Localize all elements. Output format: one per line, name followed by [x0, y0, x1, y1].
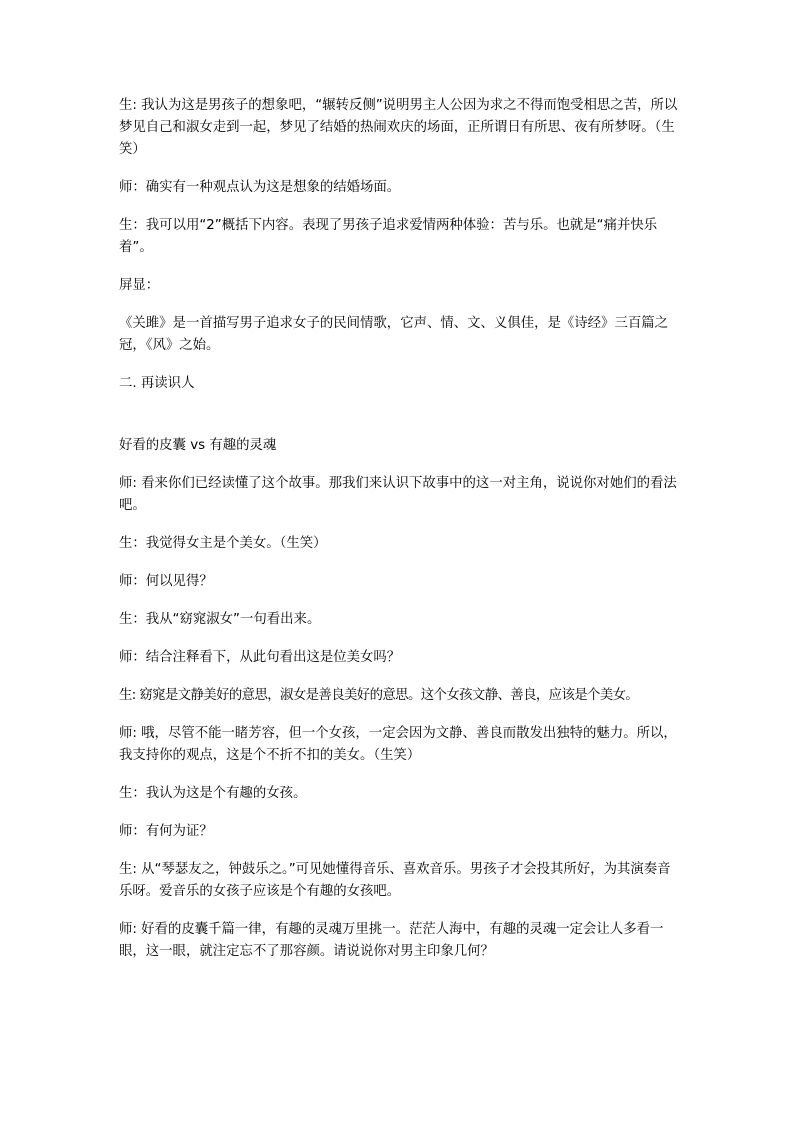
paragraph-student-beauty: 生：我觉得女主是个美女。（生笑） [119, 536, 327, 551]
document-body [119, 95, 679, 979]
paragraph-student-imagination: 生: 我认为这是男孩子的想象吧，“辗转反侧”说明男主人公因为求之不得而饱受相思之苦，所以梦见自己和淑女走到一起，梦见了结婚的热闹欢庆的场面，正所谓日有所思、夜有所梦呀。（生笑） [119, 98, 678, 157]
paragraph-screen-display-label: 屏显： [119, 278, 160, 293]
paragraph-teacher-annotation: 师：结合注释看下，从此句看出这是位美女吗？ [119, 650, 401, 665]
paragraph-student-summary: 生：我可以用“2”概括下内容。表现了男孩子追求爱情两种体验：苦与乐。也就是“痛并快乐着”。 [119, 218, 658, 255]
paragraph-student-explanation: 生: 窈窕是文静美好的意思，淑女是善良美好的意思。这个女孩文静、善良，应该是个美女。 [119, 688, 639, 703]
paragraph-guanju-description: 《关雎》是一首描写男子追求女子的民间情歌，它声、情、文、义俱佳，是《诗经》三百篇之冠，《风》之始。 [119, 316, 669, 353]
subheading-appearance-vs-soul: 好看的皮囊 vs 有趣的灵魂 [119, 438, 277, 453]
paragraph-teacher-evidence: 师：有何为证？ [119, 824, 213, 839]
paragraph-teacher-wedding-view: 师：确实有一种观点认为这是想象的结婚场面。 [119, 180, 401, 195]
paragraph-student-yaotiao: 生：我从“窈窕淑女”一句看出来。 [119, 612, 321, 627]
paragraph-student-music: 生: 从“琴瑟友之，钟鼓乐之。”可见她懂得音乐、喜欢音乐。男孩子才会投其所好，为其演奏音乐呀。爱音乐的女孩子应该是个有趣的女孩吧。 [119, 862, 671, 899]
section-heading-reread: 二. 再读识人 [119, 376, 195, 391]
paragraph-teacher-support: 师: 哦，尽管不能一睹芳容，但一个女孩，一定会因为文静、善良而散发出独特的魅力。所以，我支持你的观点，这是个不折不扣的美女。（生笑） [119, 726, 677, 763]
paragraph-teacher-introduce-characters: 师: 看来你们已经读懂了这个故事。那我们来认识下故事中的这一对主角，说说你对她们的看法吧。 [119, 476, 677, 513]
paragraph-student-interesting: 生：我认为这是个有趣的女孩。 [119, 786, 307, 801]
paragraph-teacher-soul: 师: 好看的皮囊千篇一律，有趣的灵魂万里挑一。茫茫人海中，有趣的灵魂一定会让人多看一眼，这一眼，就注定忘不了那容颜。请说说你对男主印象几何？ [119, 922, 664, 959]
paragraph-teacher-why: 师：何以见得？ [119, 574, 213, 589]
